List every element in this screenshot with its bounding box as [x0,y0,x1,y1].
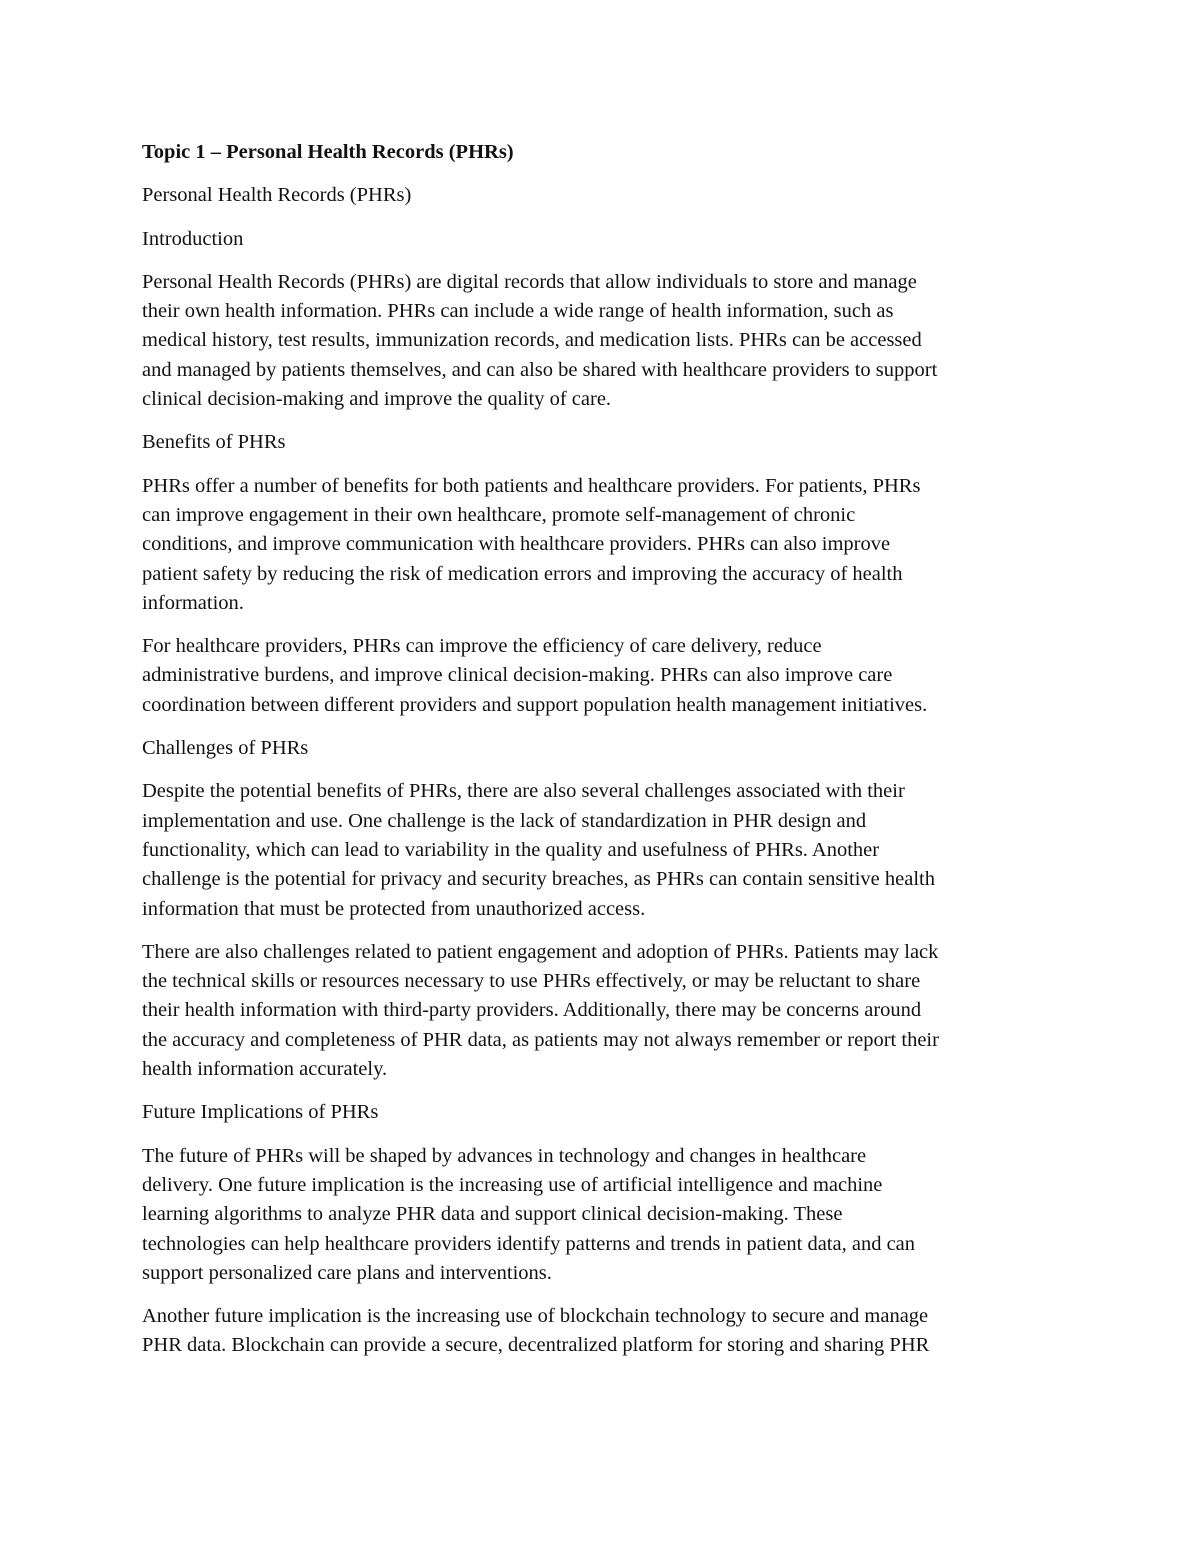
body-paragraph [142,1302,1058,1361]
paragraph-line: technologies can help healthcare providers identify patterns and trends in patient data, and can [142,1232,916,1255]
section-heading-challenges-of-phrs: Challenges of PHRs [142,737,309,760]
body-paragraph [142,938,1058,1084]
paragraph-line: PHR data. Blockchain can provide a secure, decentralized platform for storing and sharing PHR [142,1334,930,1357]
paragraph-line: Personal Health Records (PHRs) are digital records that allow individuals to store and manage [142,270,917,293]
body-paragraph [142,777,1058,923]
paragraph-line: information that must be protected from unauthorized access. [142,897,646,920]
paragraph-line: medical history, test results, immunization records, and medication lists. PHRs can be accessed [142,329,922,352]
paragraph-line: Another future implication is the increasing use of blockchain technology to secure and manage [142,1305,929,1328]
body-paragraph [142,632,1058,720]
body-paragraph [142,1142,1058,1288]
document-subtitle: Personal Health Records (PHRs) [142,184,412,207]
paragraph-line: information. [142,591,244,614]
paragraph-line: the accuracy and completeness of PHR data, as patients may not always remember or report their [142,1028,939,1051]
paragraph-line: administrative burdens, and improve clinical decision-making. PHRs can also improve care [142,664,893,687]
paragraph-line: support personalized care plans and interventions. [142,1261,552,1284]
paragraph-line: learning algorithms to analyze PHR data and support clinical decision-making. These [142,1203,843,1226]
paragraph-line: the technical skills or resources necessary to use PHRs effectively, or may be reluctant to share [142,970,921,993]
document-body [142,225,1058,1361]
paragraph-line: clinical decision-making and improve the quality of care. [142,388,612,411]
paragraph-line: their health information with third-party providers. Additionally, there may be concerns around [142,999,922,1022]
paragraph-line: For healthcare providers, PHRs can improve the efficiency of care delivery, reduce [142,635,822,658]
paragraph-line: their own health information. PHRs can include a wide range of health information, such as [142,300,894,323]
paragraph-line: challenge is the potential for privacy and security breaches, as PHRs can contain sensitive health [142,868,935,891]
paragraph-line: Despite the potential benefits of PHRs, there are also several challenges associated with their [142,780,905,803]
paragraph-line: coordination between different providers and support population health management initiatives. [142,693,928,716]
paragraph-line: delivery. One future implication is the increasing use of artificial intelligence and machine [142,1173,883,1196]
body-paragraph [142,472,1058,618]
paragraph-line: health information accurately. [142,1058,388,1081]
body-paragraph [142,268,1058,414]
paragraph-line: implementation and use. One challenge is the lack of standardization in PHR design and [142,809,867,832]
document-title: Topic 1 – Personal Health Records (PHRs) [142,141,514,163]
paragraph-line: There are also challenges related to patient engagement and adoption of PHRs. Patients may lack [142,940,939,963]
section-heading-future-implications-of-phrs: Future Implications of PHRs [142,1101,379,1124]
paragraph-line: PHRs offer a number of benefits for both patients and healthcare providers. For patients, PHRs [142,474,921,497]
paragraph-line: The future of PHRs will be shaped by advances in technology and changes in healthcare [142,1144,867,1167]
paragraph-line: functionality, which can lead to variability in the quality and usefulness of PHRs. Another [142,838,880,861]
section-heading-benefits-of-phrs: Benefits of PHRs [142,431,286,454]
section-heading-introduction: Introduction [142,227,244,250]
paragraph-line: can improve engagement in their own healthcare, promote self-management of chronic [142,503,856,526]
paragraph-line: patient safety by reducing the risk of medication errors and improving the accuracy of health [142,562,903,585]
paragraph-line: and managed by patients themselves, and can also be shared with healthcare providers to support [142,358,938,381]
paragraph-line: conditions, and improve communication with healthcare providers. PHRs can also improve [142,533,891,556]
